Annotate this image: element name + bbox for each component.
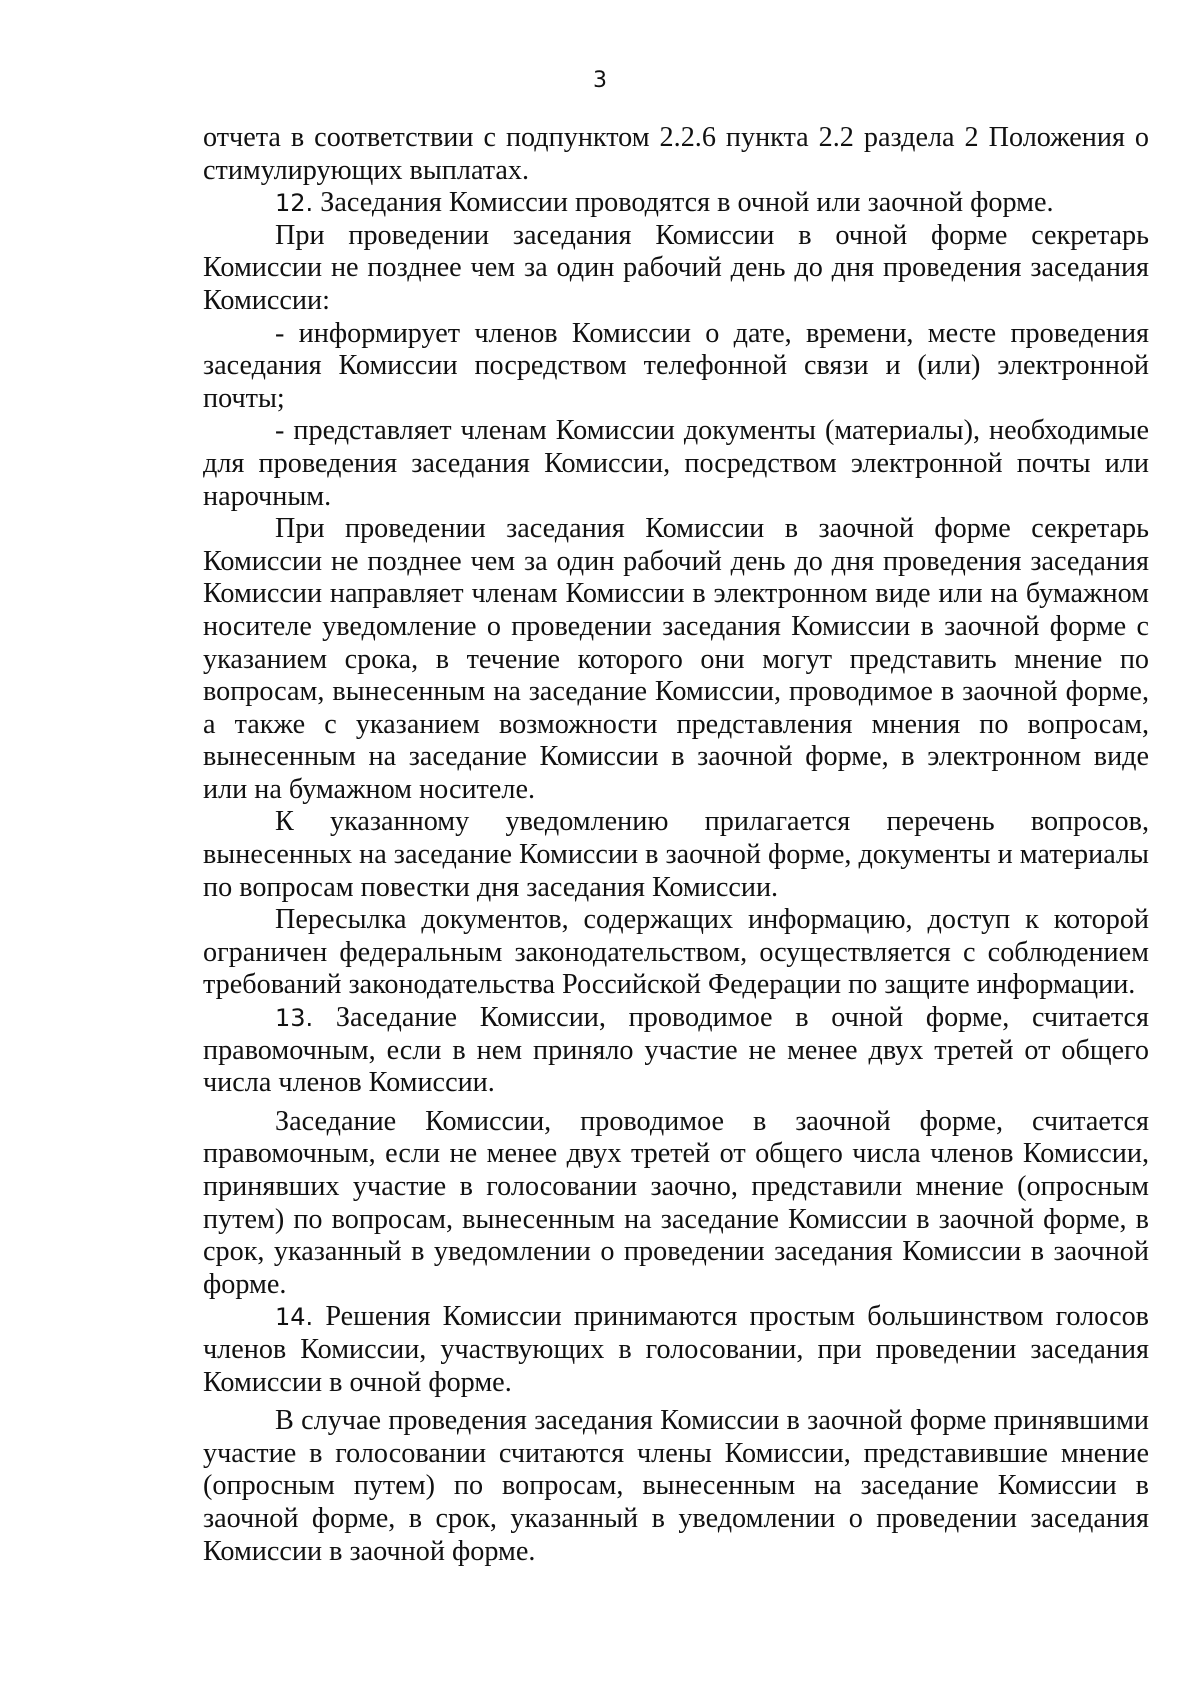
paragraph-absentee-voting: В случае проведения заседания Комиссии в заочной форме принявшими участие в голосовании считаются члены Комиссии, представившие мнение (опросным путем) по вопросам, вынесенным на заседание Комиссии в заочной форме, в срок, указанный в уведомлении о проведении заседания Комиссии в заочной форме. bbox=[203, 1405, 1149, 1567]
paragraph-13 bbox=[203, 1002, 1149, 1100]
paragraph-text: Решения Комиссии принимаются простым большинством голосов членов Комиссии, участвующих в голосовании, при проведении заседания Комиссии в очной форме. bbox=[203, 1301, 1149, 1398]
paragraph-continuation: отчета в соответствии с подпунктом 2.2.6 пункта 2.2 раздела 2 Положения о стимулирующих выплатах. bbox=[203, 122, 1149, 186]
item-number: 13. bbox=[275, 1004, 314, 1033]
paragraph-12 bbox=[203, 187, 1149, 220]
paragraph-14 bbox=[203, 1301, 1149, 1399]
paragraph-text: Заседания Комиссии проводятся в очной или заочной форме. bbox=[313, 187, 1054, 219]
item-number: 14. bbox=[275, 1303, 314, 1332]
paragraph-provides-documents: - представляет членам Комиссии документы (материалы), необходимые для проведения заседания Комиссии, посредством электронной почты или нарочным. bbox=[203, 415, 1149, 512]
item-number: 12. bbox=[275, 189, 314, 218]
paragraph-notification-attachment: К указанному уведомлению прилагается перечень вопросов, вынесенных на заседание Комиссии в заочной форме, документы и материалы по вопросам повестки дня заседания Комиссии. bbox=[203, 806, 1149, 903]
paragraph-document-forwarding: Пересылка документов, содержащих информацию, доступ к которой ограничен федеральным законодательством, осуществляется с соблюдением требований законодательства Российской Федерации по защите информации. bbox=[203, 904, 1149, 1001]
paragraph-text: Заседание Комиссии, проводимое в очной форме, считается правомочным, если в нем приняло участие не менее двух третей от общего числа членов Комиссии. bbox=[203, 1002, 1149, 1099]
paragraph-absentee-quorum: Заседание Комиссии, проводимое в заочной форме, считается правомочным, если не менее двух третей от общего числа членов Комиссии, принявших участие в голосовании заочно, представили мнение (опросным путем) по вопросам, вынесенным на заседание Комиссии в заочной форме, в срок, указанный в уведомлении о проведении заседания Комиссии в заочной форме. bbox=[203, 1105, 1149, 1300]
paragraph-informs-members: - информирует членов Комиссии о дате, времени, месте проведения заседания Комиссии посредством телефонной связи и (или) электронной почты; bbox=[203, 317, 1149, 414]
document-body bbox=[203, 122, 1149, 1568]
paragraph-in-person-meeting: При проведении заседания Комиссии в очной форме секретарь Комиссии не позднее чем за один рабочий день до дня проведения заседания Комиссии: bbox=[203, 219, 1149, 316]
paragraph-absentee-meeting: При проведении заседания Комиссии в заочной форме секретарь Комиссии не позднее чем за один рабочий день до дня проведения заседания Комиссии направляет членам Комиссии в электронном виде или на бумажном носителе уведомление о проведении заседания Комиссии в заочной форме с указанием срока, в течение которого они могут представить мнение по вопросам, вынесенным на заседание Комиссии, проводимое в заочной форме, а также с указанием возможности представления мнения по вопросам, вынесенным на заседание Комиссии в заочной форме, в электронном виде или на бумажном носителе. bbox=[203, 513, 1149, 805]
page-number: 3 bbox=[593, 68, 607, 93]
